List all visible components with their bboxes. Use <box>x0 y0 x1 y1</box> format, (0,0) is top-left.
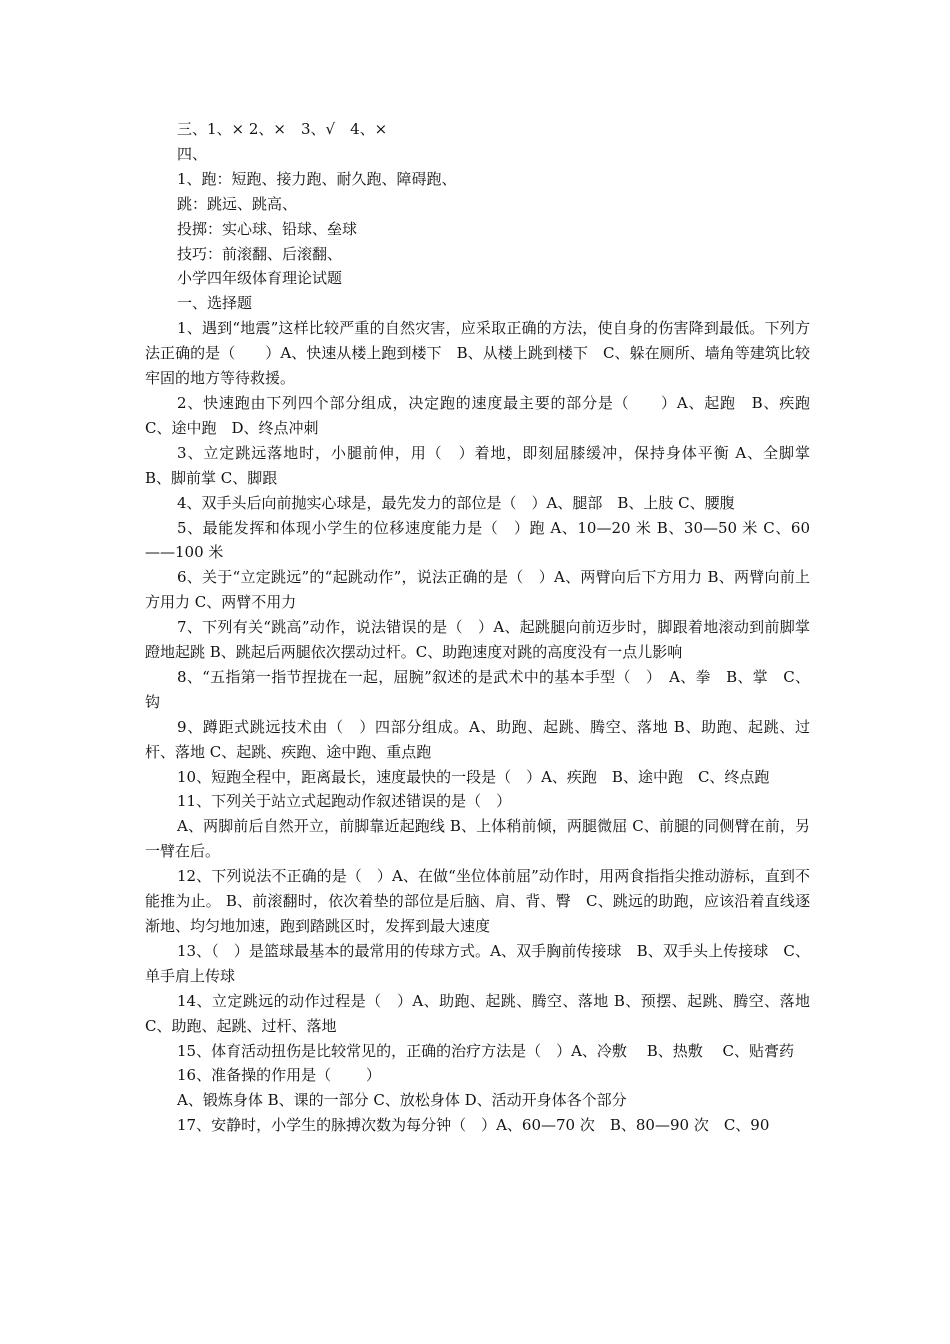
question-16: 16、准备操的作用是（ ） <box>177 1066 381 1085</box>
question-8: 8、“五指第一指节捏拢在一起，屈腕”叙述的是武术中的基本手型（ ） A、拳 B、掌 C、钩 <box>145 667 810 711</box>
answer-skills: 技巧：前滚翻、后滚翻、 <box>177 244 343 263</box>
question-10: 10、短跑全程中，距离最长，速度最快的一段是（ ）A、疾跑 B、途中跑 C、终点跑 <box>177 767 770 786</box>
document-body <box>145 117 826 1138</box>
question-15: 15、体育活动扭伤是比较常见的，正确的治疗方法是（ ）A、冷敷 B、热敷 C、贴膏药 <box>177 1041 794 1060</box>
question-5: 5、最能发挥和体现小学生的位移速度能力是（ ）跑 A、10—20 米 B、30—50 米 C、60——100 米 <box>145 518 810 562</box>
question-17: 17、安静时，小学生的脉搏次数为每分钟（ ）A、60—70 次 B、80—90 次 C、90 <box>177 1116 770 1135</box>
answer-line-3: 三、1、× 2、× 3、√ 4、× <box>177 120 388 138</box>
question-11-options: A、两脚前后自然开立，前脚靠近起跑线 B、上体稍前倾，两腿微屈 C、前腿的同侧臂在前，另一臂在后。 <box>145 817 810 861</box>
question-7: 7、下列有关“跳高”动作，说法错误的是（ ）A、起跳腿向前迈步时，脚跟着地滚动到前脚掌蹬地起跳 B、跳起后两腿依次摆动过杆。C、助跑速度对跳的高度没有一点儿影响 <box>145 618 810 662</box>
question-2: 2、快速跑由下列四个部分组成，决定跑的速度最主要的部分是（ ）A、起跑 B、疾跑 C、途中跑 D、终点冲刺 <box>145 393 826 437</box>
question-11: 11、下列关于站立式起跑动作叙述错误的是（ ） <box>177 792 512 811</box>
question-1: 1、遇到“地震”这样比较严重的自然灾害，应采取正确的方法，使自身的伤害降到最低。下列方法正确的是（ ）A、快速从楼上跑到楼下 B、从楼上跳到楼下 C、躲在厕所、墙角等建筑比较牢固的地方等待救援。 <box>145 319 810 388</box>
exam-title: 小学四年级体育理论试题 <box>177 269 343 288</box>
question-14: 14、立定跳远的动作过程是（ ）A、助跑、起跳、腾空、落地 B、预摆、起跳、腾空、落地 C、助跑、起跳、过杆、落地 <box>145 991 826 1035</box>
question-6: 6、关于“立定跳远”的“起跳动作”，说法正确的是（ ）A、两臂向后下方用力 B、两臂向前上方用力 C、两臂不用力 <box>145 568 810 612</box>
answer-throw: 投掷：实心球、铅球、垒球 <box>177 219 358 238</box>
question-13: 13、（ ）是篮球最基本的最常用的传球方式。A、双手胸前传接球 B、双手头上传接球 C、单手肩上传球 <box>145 941 810 985</box>
question-9: 9、蹲距式跳远技术由（ ）四部分组成。A、助跑、起跳、腾空、落地 B、助跑、起跳、过杆、落地 C、起跳、疾跑、途中跑、重点跑 <box>145 717 810 761</box>
section-heading-4: 四、 <box>177 144 208 163</box>
answer-jump: 跳：跳远、跳高、 <box>177 194 298 213</box>
question-3: 3、立定跳远落地时，小腿前伸，用（ ）着地，即刻屈膝缓冲，保持身体平衡 A、全脚掌 B、脚前掌 C、脚跟 <box>145 443 826 487</box>
answer-run: 1、跑：短跑、接力跑、耐久跑、障碍跑、 <box>177 169 457 188</box>
question-16-options: A、锻炼身体 B、课的一部分 C、放松身体 D、活动开身体各个部分 <box>177 1091 627 1110</box>
section-heading-choice: 一、选择题 <box>177 294 253 313</box>
question-4: 4、双手头后向前抛实心球是，最先发力的部位是（ ）A、腿部 B、上肢 C、腰腹 <box>177 493 735 512</box>
question-12: 12、下列说法不正确的是（ ）A、在做“坐位体前屈”动作时，用两食指指尖推动游标，直到不能推为止。 B、前滚翻时，依次着垫的部位是后脑、肩、背、臀 C、跳远的助跑，应该沿着直线逐渐地、均匀地加速，跑到踏跳区时，发挥到最大速度 <box>145 867 810 935</box>
